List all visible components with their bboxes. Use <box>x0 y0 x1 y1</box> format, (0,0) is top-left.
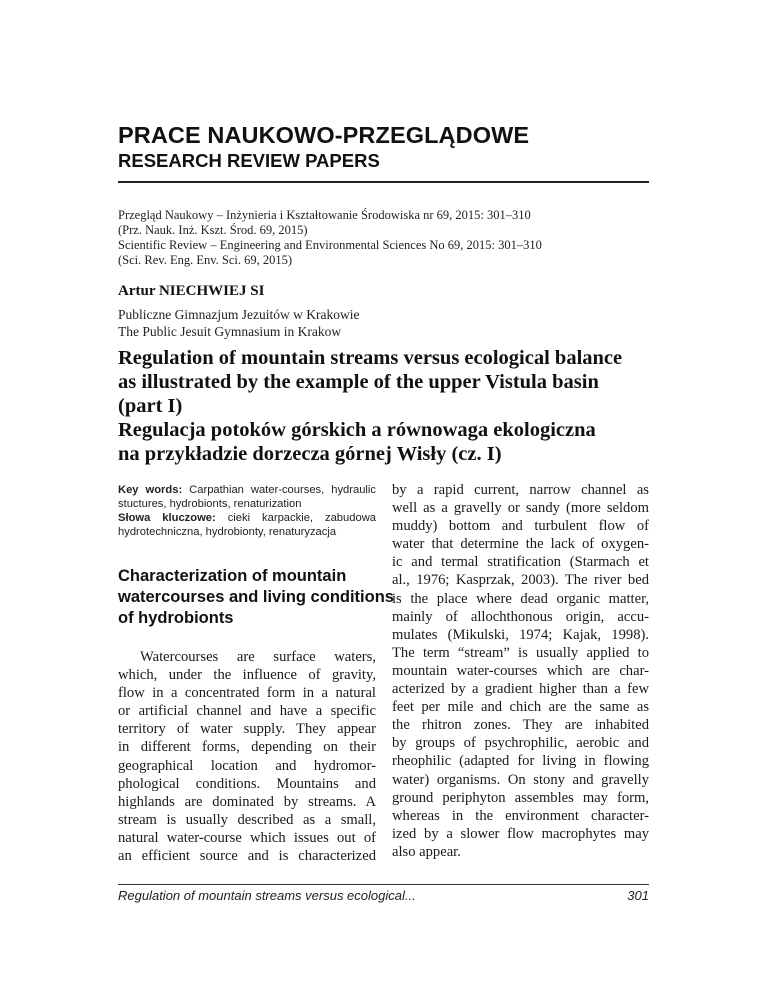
keywords-english <box>118 483 376 511</box>
affiliation-line: The Public Jesuit Gymnasium in Krakow <box>118 324 342 339</box>
keywords-polish <box>118 511 376 539</box>
running-title: Regulation of mountain streams versus ecological... <box>118 888 416 903</box>
title-line: (part I) <box>118 395 183 417</box>
series-header-english: RESEARCH REVIEW PAPERS <box>118 150 380 171</box>
body-line: acterized by a gradient higher than a few <box>392 681 649 698</box>
title-line: as illustrated by the example of the upper Vistula basin <box>118 371 599 393</box>
body-line: phological conditions. Mountains and <box>118 775 376 792</box>
body-line: water) organisms. On stony and gravelly <box>392 771 649 788</box>
citation-line: (Prz. Nauk. Inż. Kszt. Środ. 69, 2015) <box>118 223 308 237</box>
body-line: Watercourses are surface waters, <box>140 649 376 665</box>
body-line: The term “stream” is usually applied to <box>392 644 649 661</box>
author-name: Artur NIECHWIEJ SI <box>118 283 265 299</box>
body-line: which, under the influence of gravity, <box>118 667 376 684</box>
title-line: Regulacja potoków górskich a równowaga ekologiczna <box>118 419 596 441</box>
keywords-english-label: Key words: <box>118 484 183 496</box>
body-line: is the place where dead organic matter, <box>392 590 649 607</box>
body-line: mulates (Mikulski, 1974; Kajak, 1998). <box>392 626 649 643</box>
body-line: well as a gravelly or sandy (more seldom <box>392 500 649 517</box>
section-heading-line: watercourses and living conditions <box>118 588 394 606</box>
body-line: rheophilic (adapted for living in flowing <box>392 753 649 770</box>
keywords-english-text: Carpathian water-courses, hydraulic stuctures, hydrobionts, renaturization <box>118 484 376 510</box>
body-line: ground periphyton assembles may form, <box>392 789 649 806</box>
body-line: mountain water-courses which are char- <box>392 662 649 679</box>
citation-line: Przegląd Naukowy – Inżynieria i Kształtowanie Środowiska nr 69, 2015: 301–310 <box>118 208 531 222</box>
body-line: or artificial channel and have a specific <box>118 703 376 720</box>
affiliation-line: Publiczne Gimnazjum Jezuitów w Krakowie <box>118 307 360 322</box>
citation-block <box>118 208 649 268</box>
citation-line: (Sci. Rev. Eng. Env. Sci. 69, 2015) <box>118 253 293 267</box>
body-line: water that determine the lack of oxygen- <box>392 536 649 553</box>
article-title <box>118 346 658 466</box>
body-line: geographical location and hydromor- <box>118 757 376 774</box>
series-header-polish: PRACE NAUKOWO-PRZEGLĄDOWE <box>118 122 530 148</box>
section-heading-line: Characterization of mountain <box>118 567 347 585</box>
body-line: natural water-course which issues out of <box>118 829 376 846</box>
body-line: feet per mile and chich are the same as <box>392 699 649 716</box>
body-line: the rhitron zones. They are inhabited <box>392 717 649 734</box>
body-line: whereas in the environment character- <box>392 807 649 824</box>
footer-divider <box>118 884 649 885</box>
body-column-right <box>392 481 649 861</box>
section-heading-line: of hydrobionts <box>118 609 234 627</box>
keywords-polish-text: cieki karpackie, zabudowa hydrotechniczna, hydrobionty, renaturyzacja <box>118 512 376 538</box>
body-line: muddy) bottom and turbulent flow of <box>392 518 649 535</box>
body-line: al., 1976; Kasprzak, 2003). The river bed <box>392 572 649 589</box>
keywords-block <box>118 483 376 539</box>
title-line: Regulation of mountain streams versus ecological balance <box>118 347 623 369</box>
body-line: stream is usually described as a small, <box>118 811 376 828</box>
body-line: territory of water supply. They appear <box>118 721 376 738</box>
body-line: by a rapid current, narrow channel as <box>392 482 649 498</box>
header-divider <box>118 181 649 183</box>
affiliation-block <box>118 306 359 340</box>
body-line: in different forms, depending on their <box>118 739 376 756</box>
body-line: ized by a slower flow macrophytes may <box>392 825 649 842</box>
body-line: ic and termal stratification (Starmach et <box>392 554 649 571</box>
body-column-left <box>118 648 376 865</box>
body-line: an efficient source and is characterized <box>118 848 376 865</box>
body-line: mainly of allochthonous origin, accu- <box>392 608 649 625</box>
title-line: na przykładzie dorzecza górnej Wisły (cz. I) <box>118 443 502 465</box>
body-line: by groups of psychrophilic, aerobic and <box>392 735 649 752</box>
keywords-polish-label: Słowa kluczowe: <box>118 512 216 524</box>
citation-line: Scientific Review – Engineering and Environmental Sciences No 69, 2015: 301–310 <box>118 238 542 252</box>
page-number: 301 <box>627 888 649 903</box>
body-line: flow in a concentrated form in a natural <box>118 685 376 702</box>
section-heading <box>118 566 394 629</box>
body-line: highlands are dominated by streams. A <box>118 793 376 810</box>
body-line: also appear. <box>392 843 461 860</box>
